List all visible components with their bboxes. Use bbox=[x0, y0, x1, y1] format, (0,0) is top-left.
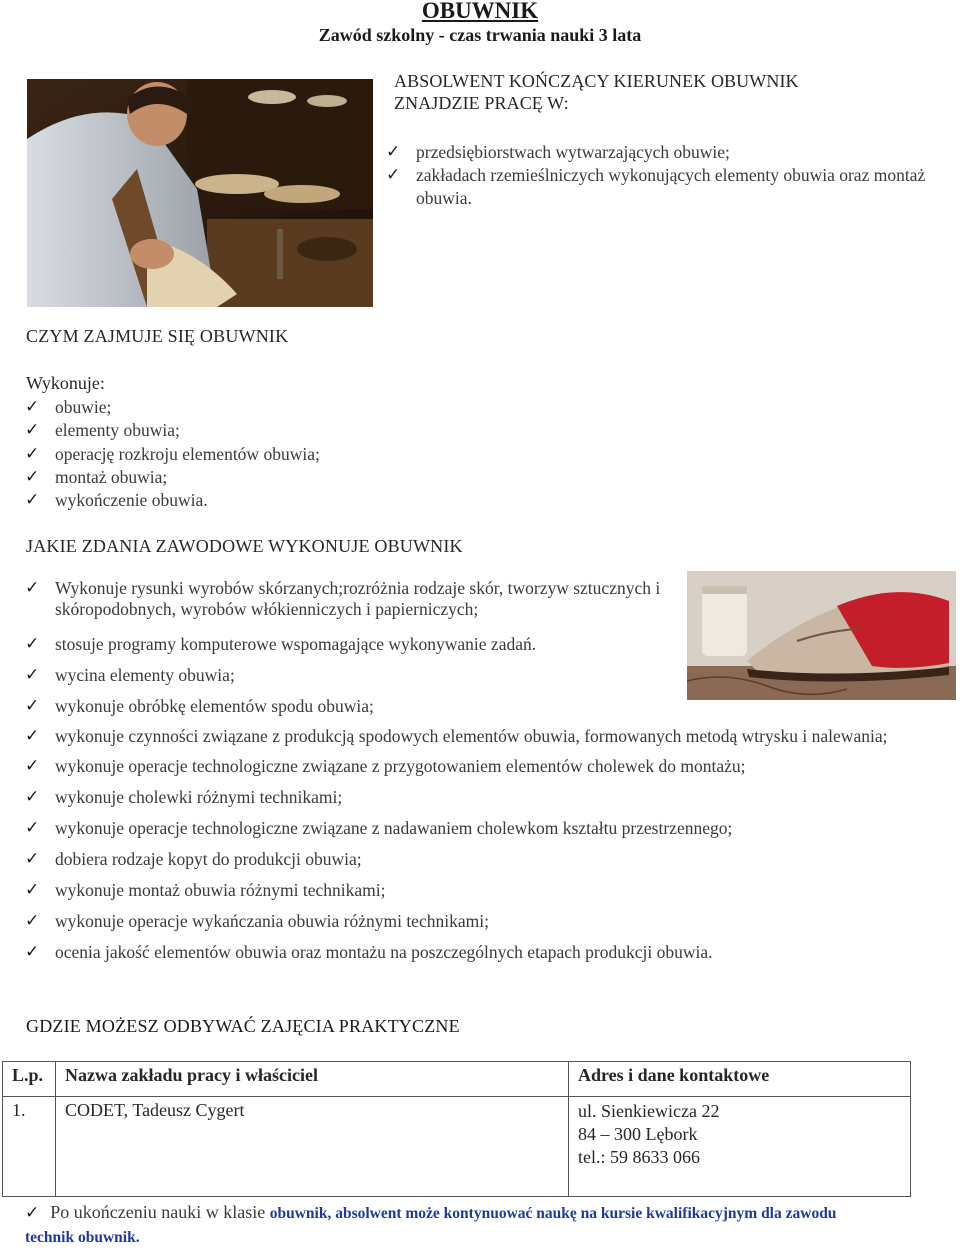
page-title: OBUWNIK bbox=[421, 0, 539, 23]
table-header-row bbox=[3, 1062, 911, 1097]
checkmark-icon: ✓ bbox=[25, 942, 40, 962]
duties-heading: CZYM ZAJMUJE SIĘ OBUWNIK bbox=[26, 326, 289, 346]
duties-list bbox=[25, 396, 425, 512]
checkmark-icon: ✓ bbox=[25, 787, 40, 807]
column-header-lp: L.p. bbox=[3, 1062, 56, 1097]
list-item: ✓ wykonuje obróbkę elementów spodu obuwia; bbox=[25, 696, 374, 716]
checkmark-icon: ✓ bbox=[25, 880, 40, 900]
list-item: ✓ obuwie; bbox=[25, 396, 425, 419]
column-header-address: Adres i dane kontaktowe bbox=[569, 1062, 911, 1097]
checkmark-icon: ✓ bbox=[386, 165, 401, 185]
list-item: ✓ montaż obuwia; bbox=[25, 466, 425, 489]
list-item: ✓ przedsiębiorstwach wytwarzających obuwie; bbox=[386, 142, 730, 162]
list-item: ✓ Wykonuje rysunki wyrobów skórzanych;rozróżnia rodzaje skór, tworzyw sztucznych i skóropodobnych, wyrobów włókienniczych i papierniczych; bbox=[25, 578, 661, 619]
graduate-list bbox=[386, 141, 926, 210]
list-item: ✓ wykonuje cholewki różnymi technikami; bbox=[25, 787, 343, 807]
checkmark-icon: ✓ bbox=[25, 665, 40, 685]
duties-label: Wykonuje: bbox=[26, 373, 105, 393]
practice-table bbox=[2, 1061, 911, 1197]
checkmark-icon: ✓ bbox=[25, 911, 40, 931]
checkmark-icon: ✓ bbox=[25, 634, 40, 654]
list-item: ✓ zakładach rzemieślniczych wykonujących elementy obuwia oraz montaż obuwia. bbox=[386, 165, 926, 208]
tasks-heading: JAKIE ZDANIA ZAWODOWE WYKONUJE OBUWNIK bbox=[26, 536, 463, 556]
list-item: ✓ wykończenie obuwia. bbox=[25, 489, 425, 512]
postal-line: 84 – 300 Lębork bbox=[578, 1124, 698, 1144]
tasks-list bbox=[25, 578, 920, 963]
checkmark-icon: ✓ bbox=[25, 397, 40, 417]
checkmark-icon: ✓ bbox=[25, 849, 40, 869]
list-item: ✓ wycina elementy obuwia; bbox=[25, 665, 235, 685]
graduate-section bbox=[394, 70, 799, 114]
cell-address bbox=[569, 1097, 911, 1197]
list-item: ✓ wykonuje operacje technologiczne związane z nadawaniem cholewkom kształtu przestrzennego; bbox=[25, 818, 733, 838]
checkmark-icon: ✓ bbox=[25, 696, 40, 716]
list-item: ✓ wykonuje montaż obuwia różnymi technikami; bbox=[25, 880, 386, 900]
footer-plain-text: Po ukończeniu nauki w klasie bbox=[50, 1202, 270, 1222]
page-subtitle: Zawód szkolny - czas trwania nauki 3 lata bbox=[318, 25, 642, 45]
list-item: ✓ stosuje programy komputerowe wspomagające wykonywanie zadań. bbox=[25, 634, 537, 654]
list-item: ✓ wykonuje operacje wykańczania obuwia różnymi technikami; bbox=[25, 911, 489, 931]
shoemaker-photo bbox=[27, 79, 373, 307]
list-item: ✓ ocenia jakość elementów obuwia oraz montażu na poszczególnych etapach produkcji obuwia. bbox=[25, 942, 713, 962]
checkmark-icon: ✓ bbox=[25, 756, 40, 776]
checkmark-icon: ✓ bbox=[25, 726, 40, 746]
checkmark-icon: ✓ bbox=[25, 1203, 40, 1223]
graduate-heading: ABSOLWENT KOŃCZĄCY KIERUNEK OBUWNIK bbox=[394, 71, 799, 91]
checkmark-icon: ✓ bbox=[25, 490, 40, 511]
list-item: ✓ wykonuje operacje technologiczne związane z przygotowaniem elementów cholewek do montażu; bbox=[25, 756, 746, 776]
table-row bbox=[3, 1097, 911, 1197]
checkmark-icon: ✓ bbox=[25, 466, 40, 487]
list-item: ✓ operację rozkroju elementów obuwia; bbox=[25, 443, 425, 466]
cell-name: CODET, Tadeusz Cygert bbox=[56, 1097, 569, 1197]
list-item: ✓ elementy obuwia; bbox=[25, 419, 425, 442]
checkmark-icon: ✓ bbox=[25, 443, 40, 464]
cell-lp: 1. bbox=[3, 1097, 56, 1197]
checkmark-icon: ✓ bbox=[25, 818, 40, 838]
phone-line: tel.: 59 8633 066 bbox=[578, 1147, 700, 1167]
column-header-name: Nazwa zakładu pracy i właściciel bbox=[56, 1062, 569, 1097]
checkmark-icon: ✓ bbox=[25, 420, 40, 441]
list-item: ✓ wykonuje czynności związane z produkcją spodowych elementów obuwia, formowanych metodą wtrysku i nalewania; bbox=[25, 726, 888, 746]
footer-bold-text: obuwnik, absolwent może kontynuować naukę na kursie kwalifikacyjnym dla zawodu bbox=[269, 1205, 837, 1222]
checkmark-icon: ✓ bbox=[386, 142, 401, 162]
footer-bold-text-2: technik obuwnik. bbox=[25, 1229, 140, 1246]
address-line: ul. Sienkiewicza 22 bbox=[578, 1101, 720, 1121]
graduate-heading-2: ZNAJDZIE PRACĘ W: bbox=[394, 93, 569, 113]
checkmark-icon: ✓ bbox=[25, 578, 40, 598]
list-item: ✓ dobiera rodzaje kopyt do produkcji obuwia; bbox=[25, 849, 362, 869]
practice-heading: GDZIE MOŻESZ ODBYWAĆ ZAJĘCIA PRAKTYCZNE bbox=[26, 1016, 460, 1036]
